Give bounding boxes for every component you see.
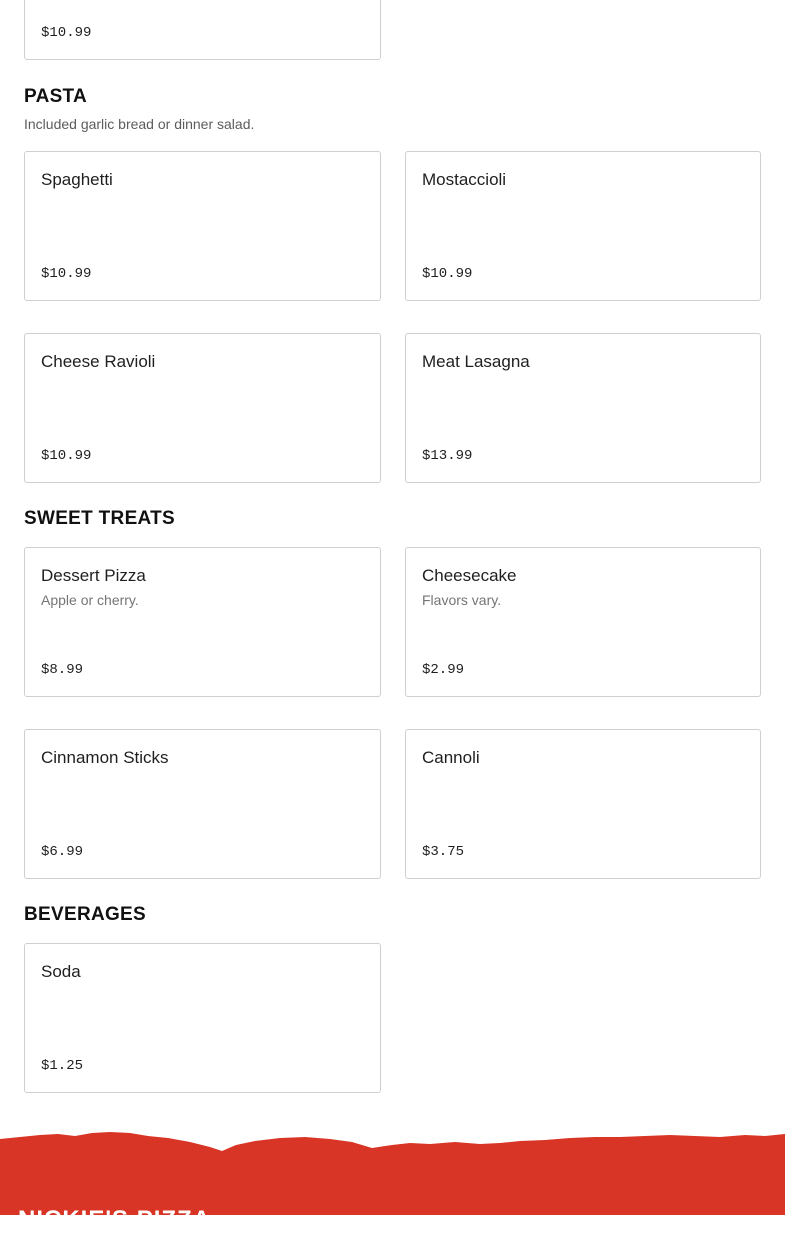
item-price: $8.99 bbox=[41, 662, 84, 678]
item-name: Cheese Ravioli bbox=[41, 352, 156, 371]
item-name: Mostaccioli bbox=[422, 170, 507, 189]
menu-item-card[interactable] bbox=[24, 0, 381, 60]
item-price: $1.25 bbox=[41, 1058, 84, 1074]
torn-edge-shape bbox=[0, 1125, 785, 1215]
item-price: $13.99 bbox=[422, 448, 473, 464]
item-name: Spaghetti bbox=[41, 170, 113, 189]
menu-item-card-cheese-ravioli[interactable] bbox=[24, 333, 381, 483]
menu-item-card-mostaccioli[interactable] bbox=[405, 151, 761, 301]
item-name: Meat Lasagna bbox=[422, 352, 530, 371]
menu-item-card-cinnamon-sticks[interactable] bbox=[24, 729, 381, 879]
item-description: Apple or cherry. bbox=[41, 592, 139, 608]
item-description: Flavors vary. bbox=[422, 592, 502, 608]
item-price: $6.99 bbox=[41, 844, 84, 860]
menu-item-card-spaghetti[interactable] bbox=[24, 151, 381, 301]
item-name: Cinnamon Sticks bbox=[41, 748, 169, 767]
section-title-pasta: PASTA bbox=[24, 86, 88, 107]
item-price: $10.99 bbox=[422, 266, 473, 282]
item-price: $10.99 bbox=[41, 25, 92, 41]
item-price: $10.99 bbox=[41, 448, 92, 464]
item-price: $3.75 bbox=[422, 844, 465, 860]
item-price: $2.99 bbox=[422, 662, 465, 678]
item-name: Dessert Pizza bbox=[41, 566, 146, 585]
item-name: Cheesecake bbox=[422, 566, 517, 585]
menu-item-card-dessert-pizza[interactable] bbox=[24, 547, 381, 697]
section-title-sweet-treats: SWEET TREATS bbox=[24, 508, 176, 529]
menu-item-card-soda[interactable] bbox=[24, 943, 381, 1093]
menu-item-card-meat-lasagna[interactable] bbox=[405, 333, 761, 483]
menu-item-card-cheesecake[interactable] bbox=[405, 547, 761, 697]
section-subtitle-pasta: Included garlic bread or dinner salad. bbox=[24, 116, 255, 132]
site-footer bbox=[0, 1125, 785, 1233]
item-price: $10.99 bbox=[41, 266, 92, 282]
item-name: Soda bbox=[41, 962, 81, 981]
footer-brand: NICKIE'S PIZZA bbox=[18, 1206, 212, 1233]
item-name: Cannoli bbox=[422, 748, 480, 767]
menu-item-card-cannoli[interactable] bbox=[405, 729, 761, 879]
section-title-beverages: BEVERAGES bbox=[24, 904, 147, 925]
